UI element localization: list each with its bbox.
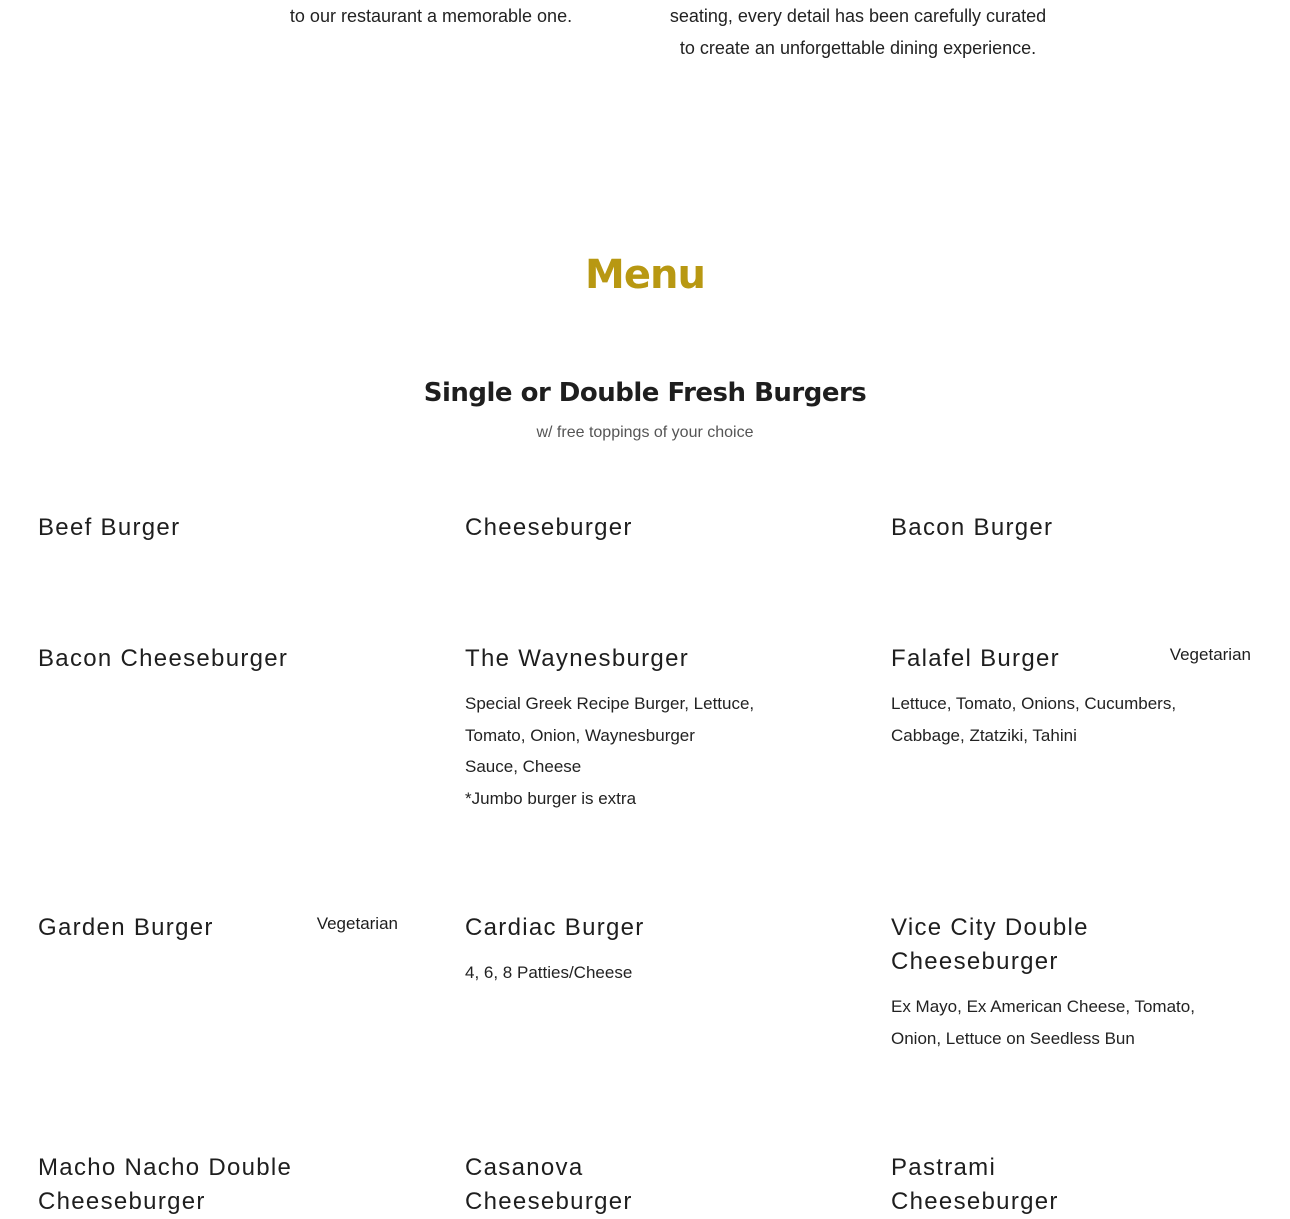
menu-item-name: Casanova Cheeseburger [465,1154,633,1215]
menu-item-description-line: *Jumbo burger is extra [465,788,637,808]
menu-item-name: Falafel Burger [891,645,1060,672]
menu-item-description [465,957,805,989]
section-subtitle: w/ free toppings of your choice [536,424,754,441]
menu-item-beef-burger [38,511,398,545]
menu-item-description [891,688,1231,751]
menu-item-description-line: 4, 6, 8 Patties/Cheese [465,963,633,982]
menu-item-name: Bacon Burger [891,514,1054,541]
menu-item-description [891,991,1231,1054]
menu-item-description [465,688,805,814]
menu-item-name: The Waynesburger [465,645,690,672]
menu-item-name: Beef Burger [38,514,181,541]
menu-item-pastrami-cheeseburger [891,1151,1251,1219]
menu-item-description-line: Tomato, Onion, Waynesburger [465,725,695,745]
menu-item-cardiac-burger [465,911,825,989]
menu-item-vice-city-double-cheeseburger [891,911,1251,1054]
menu-item-name: Bacon Cheeseburger [38,645,289,672]
menu-item-description-line: Lettuce, Tomato, Onions, Cucumbers, [891,694,1177,713]
menu-item-name: Vice City Double Cheeseburger [891,914,1089,975]
menu-item-name: Cardiac Burger [465,914,645,941]
intro-right-line-1: seating, every detail has been carefully curated [669,6,1047,26]
intro-right-text [640,0,1076,64]
menu-item-description-line: Special Greek Recipe Burger, Lettuce, [465,694,755,713]
menu-heading: Menu [585,252,705,298]
menu-item-falafel-burger [891,642,1251,751]
section-title: Single or Double Fresh Burgers [423,378,867,408]
menu-item-casanova-cheeseburger [465,1151,825,1219]
vegetarian-tag: Vegetarian [1169,645,1251,664]
menu-item-macho-nacho-double-cheeseburger [38,1151,398,1219]
menu-item-description-line: Sauce, Cheese [465,757,582,776]
menu-item-description-line: Onion, Lettuce on Seedless Bun [891,1028,1135,1048]
menu-item-description-line: Cabbage, Ztatziki, Tahini [891,725,1077,745]
menu-item-name: Macho Nacho Double Cheeseburger [38,1154,293,1215]
menu-item-bacon-cheeseburger [38,642,398,676]
vegetarian-tag: Vegetarian [316,914,398,933]
menu-item-garden-burger [38,911,398,945]
intro-right-line-2: to create an unforgettable dining experience. [679,38,1037,58]
menu-item-name: Pastrami Cheeseburger [891,1154,1059,1215]
intro-left-line: to our restaurant a memorable one. [289,6,573,26]
menu-item-cheeseburger [465,511,825,545]
menu-item-name: Cheeseburger [465,514,633,541]
menu-item-the-waynesburger [465,642,825,814]
menu-item-description-line: Ex Mayo, Ex American Cheese, Tomato, [891,997,1195,1016]
menu-item-bacon-burger [891,511,1251,545]
menu-item-name: Garden Burger [38,914,214,941]
intro-left-text [250,0,612,32]
